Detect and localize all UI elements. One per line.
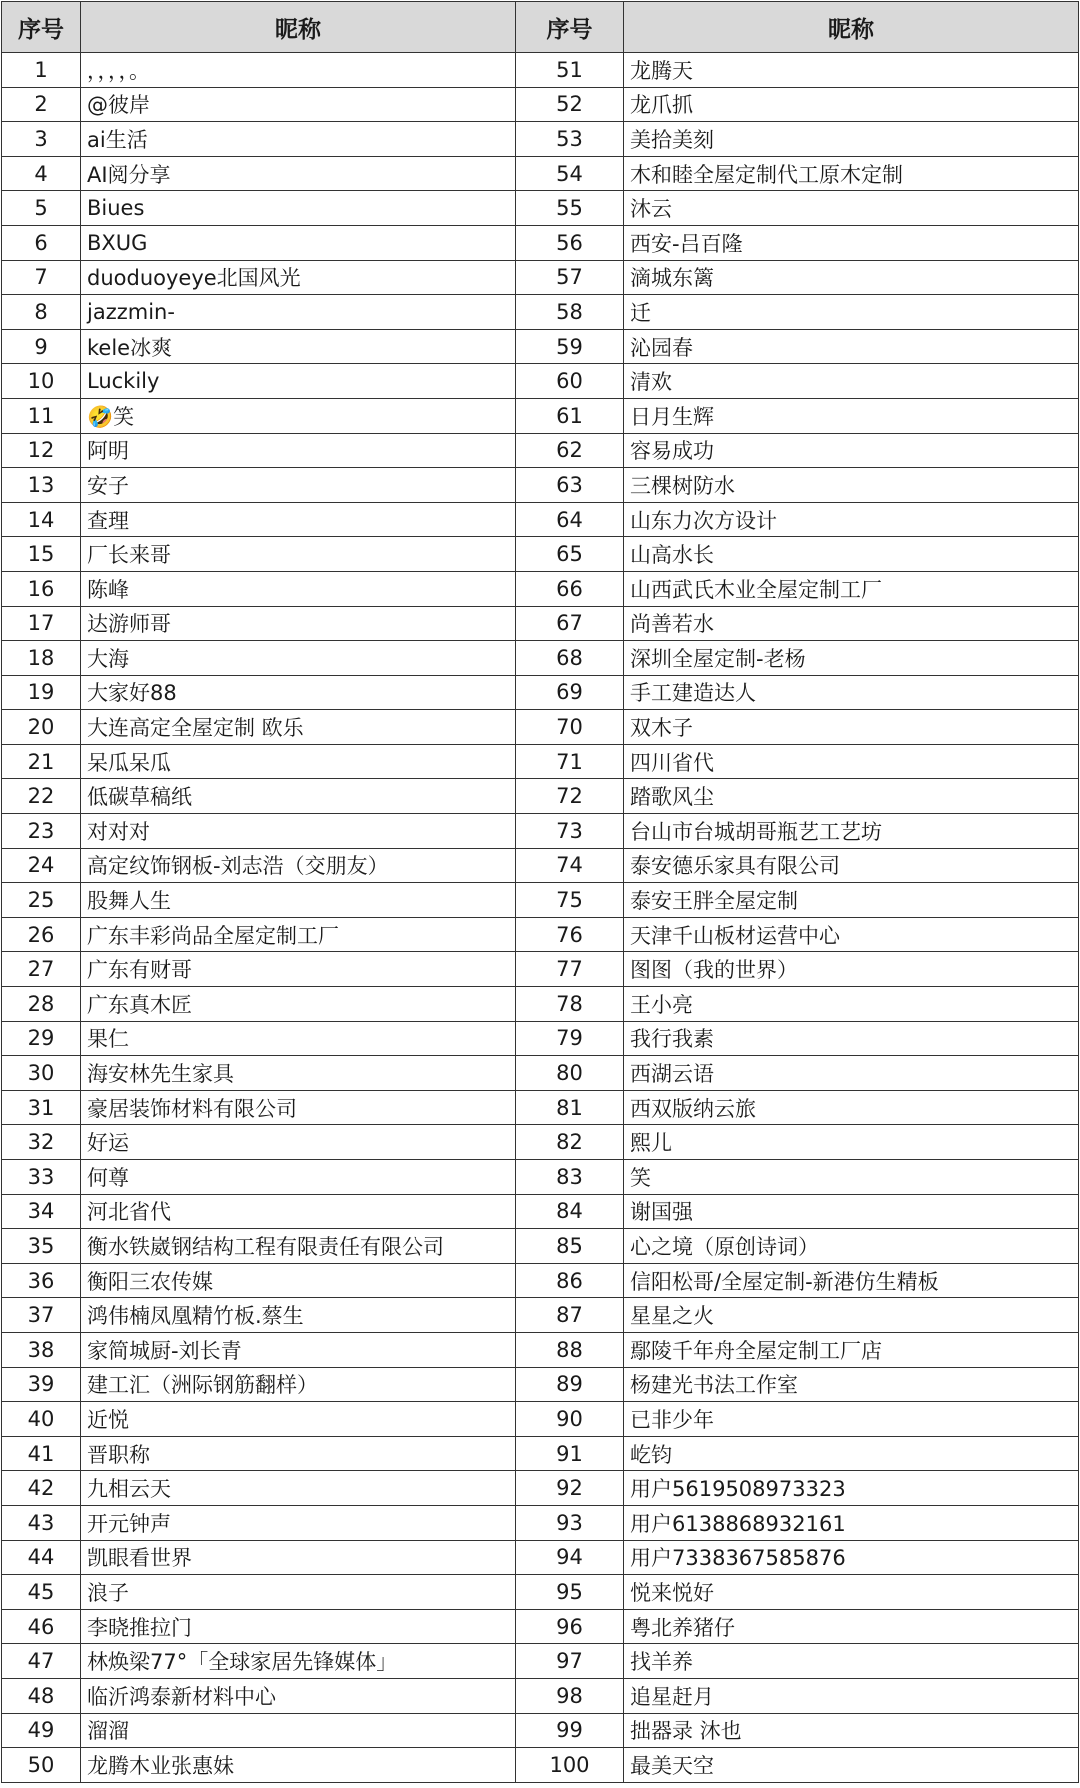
cell-index-left: 48 — [2, 1678, 81, 1713]
table-row — [2, 1298, 1079, 1333]
cell-nickname-right: 美拾美刻 — [624, 122, 1079, 157]
cell-index-right: 65 — [516, 537, 624, 572]
cell-index-right: 90 — [516, 1402, 624, 1437]
cell-index-right: 56 — [516, 225, 624, 260]
cell-index-right: 76 — [516, 917, 624, 952]
cell-index-left: 26 — [2, 917, 81, 952]
table-row — [2, 1748, 1079, 1783]
cell-nickname-left: 广东真木匠 — [81, 987, 516, 1022]
table-row — [2, 364, 1079, 399]
cell-index-right: 89 — [516, 1367, 624, 1402]
cell-index-left: 20 — [2, 710, 81, 745]
cell-index-right: 82 — [516, 1125, 624, 1160]
cell-index-right: 51 — [516, 53, 624, 88]
cell-index-left: 18 — [2, 641, 81, 676]
cell-index-right: 97 — [516, 1644, 624, 1679]
cell-index-left: 49 — [2, 1713, 81, 1748]
cell-nickname-right: 我行我素 — [624, 1021, 1079, 1056]
cell-nickname-right: 谢国强 — [624, 1194, 1079, 1229]
cell-nickname-right: 用户7338367585876 — [624, 1540, 1079, 1575]
cell-nickname-right: 日月生辉 — [624, 398, 1079, 433]
cell-nickname-right: 龙爪抓 — [624, 87, 1079, 122]
cell-index-left: 9 — [2, 329, 81, 364]
cell-index-right: 85 — [516, 1229, 624, 1264]
cell-index-right: 59 — [516, 329, 624, 364]
table-row — [2, 537, 1079, 572]
cell-index-right: 66 — [516, 571, 624, 606]
cell-nickname-left: 浪子 — [81, 1575, 516, 1610]
cell-nickname-left: duoduoyeye北国风光 — [81, 260, 516, 295]
cell-index-left: 6 — [2, 225, 81, 260]
cell-index-left: 2 — [2, 87, 81, 122]
cell-index-right: 93 — [516, 1505, 624, 1540]
cell-nickname-left: 龙腾木业张惠妹 — [81, 1748, 516, 1783]
cell-index-right: 73 — [516, 814, 624, 849]
header-nickname-left: 昵称 — [81, 2, 516, 53]
cell-nickname-left: 临沂鸿泰新材料中心 — [81, 1678, 516, 1713]
cell-nickname-left: kele冰爽 — [81, 329, 516, 364]
cell-nickname-right: 迁 — [624, 295, 1079, 330]
cell-nickname-right: 踏歌风尘 — [624, 779, 1079, 814]
cell-index-left: 10 — [2, 364, 81, 399]
cell-nickname-right: 悦来悦好 — [624, 1575, 1079, 1610]
table-row — [2, 1090, 1079, 1125]
cell-index-right: 58 — [516, 295, 624, 330]
cell-index-left: 30 — [2, 1056, 81, 1091]
cell-nickname-right: 最美天空 — [624, 1748, 1079, 1783]
table-row — [2, 1609, 1079, 1644]
cell-index-left: 17 — [2, 606, 81, 641]
table-row — [2, 1367, 1079, 1402]
cell-index-right: 95 — [516, 1575, 624, 1610]
cell-index-right: 88 — [516, 1332, 624, 1367]
cell-index-right: 61 — [516, 398, 624, 433]
cell-nickname-left: 阿明 — [81, 433, 516, 468]
table-row — [2, 1332, 1079, 1367]
cell-nickname-left: 李晓推拉门 — [81, 1609, 516, 1644]
cell-nickname-right: 沁园春 — [624, 329, 1079, 364]
cell-nickname-right: 找羊养 — [624, 1644, 1079, 1679]
table-row — [2, 1021, 1079, 1056]
table-row — [2, 814, 1079, 849]
cell-index-right: 68 — [516, 641, 624, 676]
cell-nickname-left: 广东丰彩尚品全屋定制工厂 — [81, 917, 516, 952]
cell-nickname-right: 王小亮 — [624, 987, 1079, 1022]
table-row — [2, 1160, 1079, 1195]
cell-index-left: 12 — [2, 433, 81, 468]
cell-nickname-left: 近悦 — [81, 1402, 516, 1437]
cell-nickname-left: 开元钟声 — [81, 1505, 516, 1540]
cell-nickname-right: 天津千山板材运营中心 — [624, 917, 1079, 952]
table-row — [2, 468, 1079, 503]
cell-nickname-right: 心之境（原创诗词） — [624, 1229, 1079, 1264]
cell-index-left: 19 — [2, 675, 81, 710]
cell-index-left: 29 — [2, 1021, 81, 1056]
cell-nickname-left: 豪居装饰材料有限公司 — [81, 1090, 516, 1125]
cell-nickname-left: 大海 — [81, 641, 516, 676]
cell-nickname-right: 信阳松哥/全屋定制-新港仿生精板 — [624, 1263, 1079, 1298]
cell-index-right: 74 — [516, 848, 624, 883]
cell-nickname-right: 尚善若水 — [624, 606, 1079, 641]
table-row — [2, 675, 1079, 710]
cell-nickname-left: 对对对 — [81, 814, 516, 849]
table-row — [2, 156, 1079, 191]
table-row — [2, 1644, 1079, 1679]
cell-nickname-right: 粤北养猪仔 — [624, 1609, 1079, 1644]
cell-index-left: 13 — [2, 468, 81, 503]
cell-index-right: 77 — [516, 952, 624, 987]
header-index-right: 序号 — [516, 2, 624, 53]
cell-nickname-left: 衡阳三农传媒 — [81, 1263, 516, 1298]
cell-index-right: 78 — [516, 987, 624, 1022]
table-row — [2, 1436, 1079, 1471]
cell-index-left: 21 — [2, 744, 81, 779]
table-row — [2, 744, 1079, 779]
cell-index-left: 22 — [2, 779, 81, 814]
table-row — [2, 1540, 1079, 1575]
cell-index-right: 98 — [516, 1678, 624, 1713]
cell-index-right: 96 — [516, 1609, 624, 1644]
cell-index-right: 69 — [516, 675, 624, 710]
cell-nickname-right: 用户6138868932161 — [624, 1505, 1079, 1540]
table-row — [2, 571, 1079, 606]
cell-nickname-left: 查理 — [81, 502, 516, 537]
cell-nickname-right: 西安-吕百隆 — [624, 225, 1079, 260]
cell-index-right: 72 — [516, 779, 624, 814]
table-row — [2, 952, 1079, 987]
cell-nickname-left: 衡水铁崴钢结构工程有限责任有限公司 — [81, 1229, 516, 1264]
nickname-table — [1, 1, 1079, 1783]
cell-index-left: 34 — [2, 1194, 81, 1229]
table-row — [2, 1471, 1079, 1506]
cell-index-left: 41 — [2, 1436, 81, 1471]
cell-nickname-right: 西双版纳云旅 — [624, 1090, 1079, 1125]
cell-index-left: 40 — [2, 1402, 81, 1437]
cell-nickname-right: 杨建光书法工作室 — [624, 1367, 1079, 1402]
cell-index-left: 42 — [2, 1471, 81, 1506]
cell-nickname-left: 林焕梁77°「全球家居先锋媒体」 — [81, 1644, 516, 1679]
cell-nickname-left: 溜溜 — [81, 1713, 516, 1748]
cell-nickname-right: 木和睦全屋定制代工原木定制 — [624, 156, 1079, 191]
cell-index-left: 32 — [2, 1125, 81, 1160]
cell-nickname-left: 呆瓜呆瓜 — [81, 744, 516, 779]
table-row — [2, 987, 1079, 1022]
table-row — [2, 1263, 1079, 1298]
cell-index-left: 14 — [2, 502, 81, 537]
table-row — [2, 1575, 1079, 1610]
cell-nickname-right: 熙儿 — [624, 1125, 1079, 1160]
cell-nickname-right: 追星赶月 — [624, 1678, 1079, 1713]
cell-nickname-right: 沐云 — [624, 191, 1079, 226]
table-row — [2, 191, 1079, 226]
cell-index-left: 25 — [2, 883, 81, 918]
cell-index-right: 70 — [516, 710, 624, 745]
table-row — [2, 398, 1079, 433]
cell-nickname-left: jazzmin- — [81, 295, 516, 330]
cell-index-right: 99 — [516, 1713, 624, 1748]
table-row — [2, 122, 1079, 157]
cell-index-right: 57 — [516, 260, 624, 295]
cell-index-right: 92 — [516, 1471, 624, 1506]
cell-index-right: 63 — [516, 468, 624, 503]
table-row — [2, 779, 1079, 814]
cell-nickname-right: 用户5619508973323 — [624, 1471, 1079, 1506]
cell-nickname-left: BXUG — [81, 225, 516, 260]
cell-index-left: 7 — [2, 260, 81, 295]
cell-index-left: 27 — [2, 952, 81, 987]
cell-nickname-left: 广东有财哥 — [81, 952, 516, 987]
cell-index-left: 8 — [2, 295, 81, 330]
table-row — [2, 641, 1079, 676]
cell-nickname-right: 鄢陵千年舟全屋定制工厂店 — [624, 1332, 1079, 1367]
table-row — [2, 606, 1079, 641]
cell-nickname-right: 龙腾天 — [624, 53, 1079, 88]
cell-index-right: 55 — [516, 191, 624, 226]
cell-nickname-left: 海安林先生家具 — [81, 1056, 516, 1091]
cell-index-right: 84 — [516, 1194, 624, 1229]
table-row — [2, 225, 1079, 260]
cell-nickname-left: 高定纹饰钢板-刘志浩（交朋友） — [81, 848, 516, 883]
cell-nickname-left: 大连高定全屋定制 欧乐 — [81, 710, 516, 745]
cell-index-left: 23 — [2, 814, 81, 849]
cell-index-right: 94 — [516, 1540, 624, 1575]
table-body — [2, 53, 1079, 1783]
cell-index-right: 67 — [516, 606, 624, 641]
header-row — [2, 2, 1079, 53]
table-row — [2, 1505, 1079, 1540]
cell-index-left: 50 — [2, 1748, 81, 1783]
cell-nickname-right: 屹钧 — [624, 1436, 1079, 1471]
cell-nickname-left: ai生活 — [81, 122, 516, 157]
header-index-left: 序号 — [2, 2, 81, 53]
cell-nickname-left: Luckily — [81, 364, 516, 399]
cell-nickname-right: 拙器录 沐也 — [624, 1713, 1079, 1748]
table-row — [2, 1402, 1079, 1437]
cell-nickname-left: 🤣笑 — [81, 398, 516, 433]
cell-index-left: 33 — [2, 1160, 81, 1195]
cell-index-left: 47 — [2, 1644, 81, 1679]
cell-nickname-right: 泰安王胖全屋定制 — [624, 883, 1079, 918]
cell-index-right: 64 — [516, 502, 624, 537]
cell-index-right: 87 — [516, 1298, 624, 1333]
cell-index-left: 37 — [2, 1298, 81, 1333]
cell-index-left: 35 — [2, 1229, 81, 1264]
cell-nickname-right: 四川省代 — [624, 744, 1079, 779]
cell-nickname-right: 笑 — [624, 1160, 1079, 1195]
table-row — [2, 710, 1079, 745]
cell-index-left: 31 — [2, 1090, 81, 1125]
table-row — [2, 87, 1079, 122]
cell-nickname-left: 凯眼看世界 — [81, 1540, 516, 1575]
cell-nickname-left: 何尊 — [81, 1160, 516, 1195]
cell-nickname-left: 果仁 — [81, 1021, 516, 1056]
cell-index-right: 83 — [516, 1160, 624, 1195]
cell-nickname-right: 山西武氏木业全屋定制工厂 — [624, 571, 1079, 606]
cell-nickname-right: 图图（我的世界） — [624, 952, 1079, 987]
cell-nickname-right: 西湖云语 — [624, 1056, 1079, 1091]
header-nickname-right: 昵称 — [624, 2, 1079, 53]
cell-index-right: 52 — [516, 87, 624, 122]
cell-nickname-right: 泰安德乐家具有限公司 — [624, 848, 1079, 883]
cell-nickname-left: 股舞人生 — [81, 883, 516, 918]
cell-nickname-right: 山高水长 — [624, 537, 1079, 572]
cell-index-right: 62 — [516, 433, 624, 468]
table-row — [2, 1125, 1079, 1160]
cell-nickname-left: 陈峰 — [81, 571, 516, 606]
cell-index-left: 28 — [2, 987, 81, 1022]
cell-index-right: 100 — [516, 1748, 624, 1783]
cell-index-right: 53 — [516, 122, 624, 157]
cell-nickname-right: 山东力次方设计 — [624, 502, 1079, 537]
cell-nickname-right: 深圳全屋定制-老杨 — [624, 641, 1079, 676]
cell-index-right: 60 — [516, 364, 624, 399]
cell-index-left: 45 — [2, 1575, 81, 1610]
table-row — [2, 53, 1079, 88]
table-row — [2, 883, 1079, 918]
cell-index-left: 38 — [2, 1332, 81, 1367]
cell-nickname-left: 好运 — [81, 1125, 516, 1160]
cell-nickname-right: 三棵树防水 — [624, 468, 1079, 503]
cell-index-left: 24 — [2, 848, 81, 883]
cell-nickname-right: 容易成功 — [624, 433, 1079, 468]
table-row — [2, 1194, 1079, 1229]
table-row — [2, 1056, 1079, 1091]
cell-index-right: 81 — [516, 1090, 624, 1125]
cell-index-left: 5 — [2, 191, 81, 226]
cell-index-right: 80 — [516, 1056, 624, 1091]
table-row — [2, 329, 1079, 364]
cell-index-left: 11 — [2, 398, 81, 433]
cell-index-right: 54 — [516, 156, 624, 191]
cell-index-right: 79 — [516, 1021, 624, 1056]
table-header — [2, 2, 1079, 53]
cell-nickname-left: 低碳草稿纸 — [81, 779, 516, 814]
table-row — [2, 260, 1079, 295]
cell-index-right: 71 — [516, 744, 624, 779]
cell-nickname-left: 大家好88 — [81, 675, 516, 710]
cell-nickname-right: 已非少年 — [624, 1402, 1079, 1437]
cell-nickname-left: 九相云天 — [81, 1471, 516, 1506]
cell-index-left: 15 — [2, 537, 81, 572]
table-row — [2, 502, 1079, 537]
table-row — [2, 1229, 1079, 1264]
cell-index-right: 86 — [516, 1263, 624, 1298]
cell-index-left: 16 — [2, 571, 81, 606]
cell-nickname-right: 滴城东篱 — [624, 260, 1079, 295]
cell-nickname-left: AI阅分享 — [81, 156, 516, 191]
table-row — [2, 295, 1079, 330]
table-row — [2, 848, 1079, 883]
cell-nickname-right: 台山市台城胡哥瓶艺工艺坊 — [624, 814, 1079, 849]
cell-index-left: 43 — [2, 1505, 81, 1540]
cell-index-left: 46 — [2, 1609, 81, 1644]
cell-nickname-left: 安子 — [81, 468, 516, 503]
cell-index-right: 75 — [516, 883, 624, 918]
cell-nickname-right: 星星之火 — [624, 1298, 1079, 1333]
cell-nickname-left: ，，，，。 — [81, 53, 516, 88]
cell-nickname-left: 厂长来哥 — [81, 537, 516, 572]
cell-nickname-right: 清欢 — [624, 364, 1079, 399]
cell-nickname-left: 晋职称 — [81, 1436, 516, 1471]
cell-index-left: 1 — [2, 53, 81, 88]
table-row — [2, 1678, 1079, 1713]
cell-index-left: 36 — [2, 1263, 81, 1298]
cell-nickname-left: Biues — [81, 191, 516, 226]
table-row — [2, 917, 1079, 952]
table-row — [2, 1713, 1079, 1748]
cell-index-left: 4 — [2, 156, 81, 191]
cell-index-left: 3 — [2, 122, 81, 157]
cell-index-right: 91 — [516, 1436, 624, 1471]
cell-nickname-left: 家简城厨-刘长青 — [81, 1332, 516, 1367]
cell-nickname-left: @彼岸 — [81, 87, 516, 122]
cell-nickname-right: 手工建造达人 — [624, 675, 1079, 710]
table-row — [2, 433, 1079, 468]
cell-nickname-right: 双木子 — [624, 710, 1079, 745]
cell-nickname-left: 河北省代 — [81, 1194, 516, 1229]
cell-index-left: 39 — [2, 1367, 81, 1402]
cell-nickname-left: 建工汇（洲际钢筋翻样） — [81, 1367, 516, 1402]
cell-index-left: 44 — [2, 1540, 81, 1575]
cell-nickname-left: 鸿伟楠凤凰精竹板.蔡生 — [81, 1298, 516, 1333]
cell-nickname-left: 达游师哥 — [81, 606, 516, 641]
